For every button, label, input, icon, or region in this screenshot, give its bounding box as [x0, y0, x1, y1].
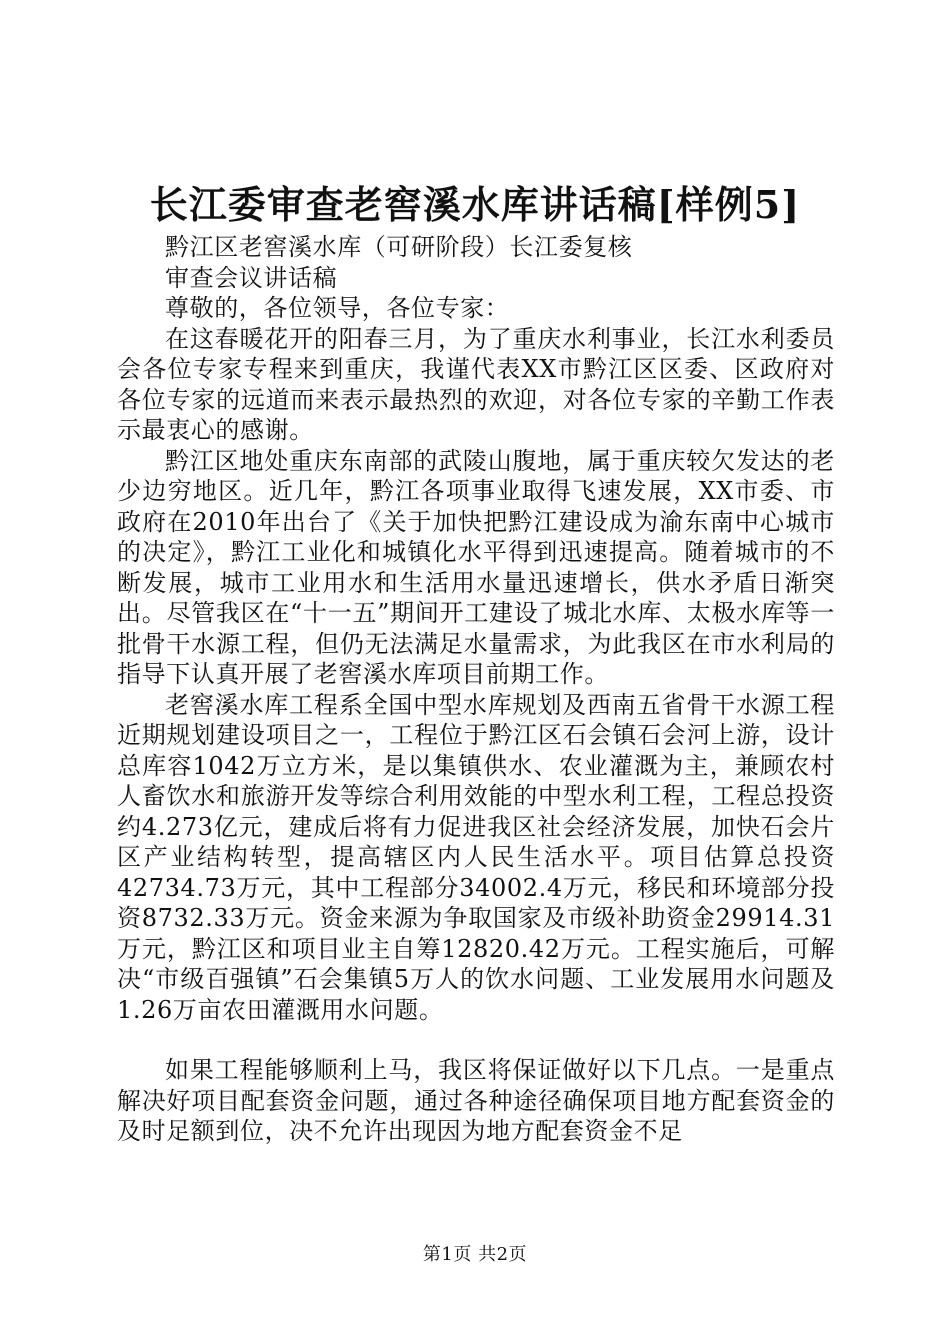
document-title: 长江委审查老窖溪水库讲话稿[样例5] — [149, 182, 801, 227]
paragraph-gap — [117, 1025, 835, 1055]
paragraph-project-overview: 老窖溪水库工程系全国中型水库规划及西南五省骨干水源工程近期规划建设项目之一，工程位于黔江区石会镇石会河上游，设计总库容1042万立方米，是以集镇供水、农业灌溉为主，兼顾农村人畜饮水和旅游开发等综合利用效能的中型水利工程，工程总投资约4.273亿元，建成后将有力促进我区社会经济发展，加快石会片区产业结构转型，提高辖区内人民生活水平。项目估算总投资42734.73万元，其中工程部分34002.4万元，移民和环境部分投资8732.33万元。资金来源为争取国家及市级补助资金29914.31万元，黔江区和项目业主自筹12820.42万元。工程实施后，可解决“市级百强镇”石会集镇5万人的饮水问题、工业发展用水问题及1.26万亩农田灌溉用水问题。 — [117, 690, 835, 1024]
paragraph-background: 黔江区地处重庆东南部的武陵山腹地，属于重庆较欠发达的老少边穷地区。近几年，黔江各项事业取得飞速发展，XX市委、市政府在2010年出台了《关于加快把黔江建设成为渝东南中心城市的决定》，黔江工业化和城镇化水平得到迅速提高。随着城市的不断发展，城市工业用水和生活用水量迅速增长，供水矛盾日渐突出。尽管我区在“十一五”期间开工建设了城北水库、太极水库等一批骨干水源工程，但仍无法满足水量需求，为此我区在市水利局的指导下认真开展了老窖溪水库项目前期工作。 — [117, 446, 835, 688]
paragraph-welcome: 在这春暖花开的阳春三月，为了重庆水利事业，长江水利委员会各位专家专程来到重庆，我谨代表XX市黔江区区委、区政府对各位专家的远道而来表示最热烈的欢迎，对各位专家的辛勤工作表示最衷心的感谢。 — [117, 324, 835, 444]
paragraph-commitments: 如果工程能够顺利上马，我区将保证做好以下几点。一是重点解决好项目配套资金问题，通过各种途径确保项目地方配套资金的及时足额到位，决不允许出现因为地方配套资金不足 — [117, 1056, 835, 1145]
subtitle-line-2: 审查会议讲话稿 — [165, 263, 338, 292]
subtitle-line-1: 黔江区老窖溪水库（可研阶段）长江委复核 — [165, 233, 633, 261]
page-footer: 第1页 共2页 — [422, 1244, 528, 1265]
document-body — [117, 232, 835, 1147]
salutation: 尊敬的，各位领导，各位专家： — [165, 294, 510, 322]
